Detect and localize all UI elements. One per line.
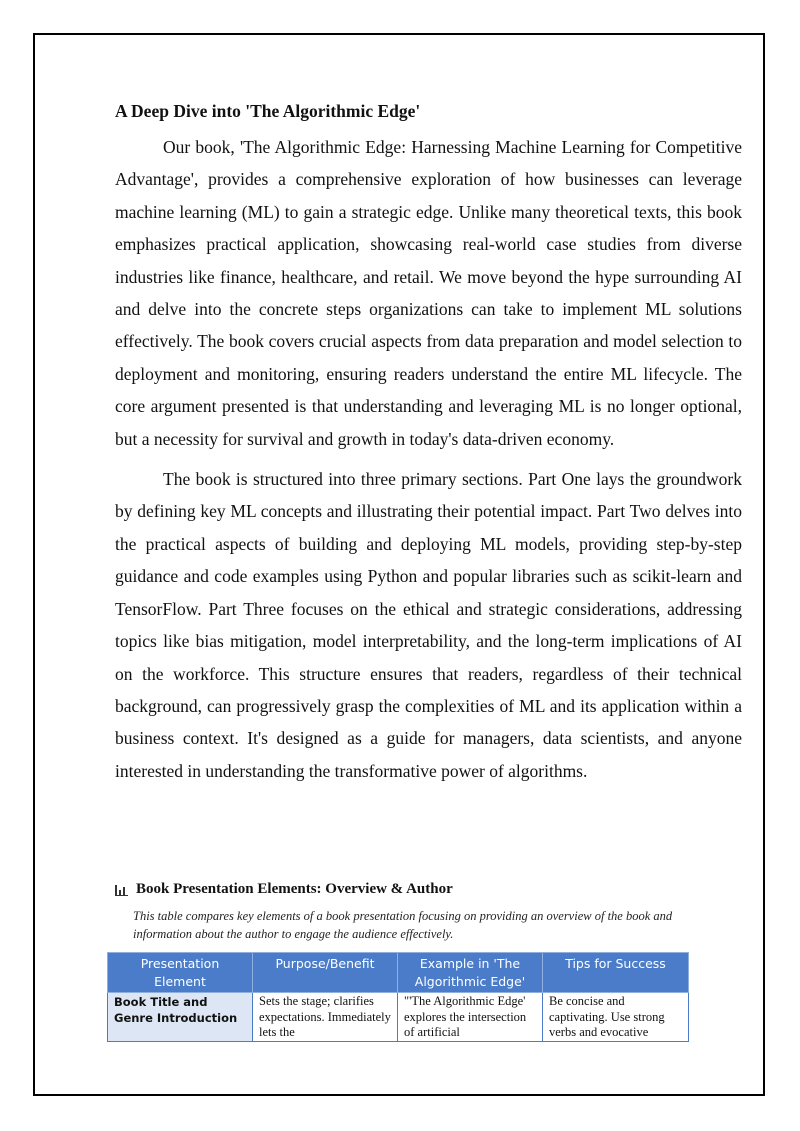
table-title-text: Book Presentation Elements: Overview & Author <box>136 881 453 897</box>
document-body <box>115 99 742 795</box>
column-header: Purpose/Benefit <box>253 953 398 993</box>
presentation-elements-table <box>107 952 689 1042</box>
table-cell <box>543 993 689 1042</box>
table-cell <box>398 993 543 1042</box>
column-header: Tips for Success <box>543 953 689 993</box>
table-row <box>108 993 689 1042</box>
table-header-row <box>108 953 689 993</box>
table-cell <box>108 993 253 1042</box>
paragraph-structure: The book is structured into three primary sections. Part One lays the groundwork by defining key ML concepts and illustrating their potential impact. Part Two delves into the practical aspects of building and deploying ML models, providing step-by-step guidance and code examples using Python and popular libraries such as scikit-learn and TensorFlow. Part Three focuses on the ethical and strategic considerations, addressing topics like bias mitigation, model interpretability, and the long-term implications of AI on the workforce. This structure ensures that readers, regardless of their technical background, can progressively grasp the complexities of ML and its application within a business context. It's designed as a guide for managers, data scientists, and anyone interested in understanding the transformative power of algorithms. <box>115 469 742 781</box>
table-title <box>115 879 453 899</box>
cell-text: Be concise and captivating. Use strong verbs and evocative <box>549 994 665 1039</box>
table-cell <box>253 993 398 1042</box>
section-heading: A Deep Dive into 'The Algorithmic Edge' <box>115 101 421 121</box>
cell-text: Sets the stage; clarifies expectations. Immediately lets the <box>259 994 391 1039</box>
cell-text: "'The Algorithmic Edge' explores the intersection of artificial <box>404 994 527 1039</box>
cell-text: Book Title and Genre Introduction <box>114 995 238 1025</box>
column-header: Example in 'The Algorithmic Edge' <box>398 953 543 993</box>
column-header: Presentation Element <box>108 953 253 993</box>
bar-chart-icon <box>115 883 129 896</box>
table-caption: This table compares key elements of a book presentation focusing on providing an overview of the book and information about the author to engage the audience effectively. <box>133 909 673 941</box>
paragraph-overview: Our book, 'The Algorithmic Edge: Harnessing Machine Learning for Competitive Advantage', provides a comprehensive exploration of how businesses can leverage machine learning (ML) to gain a strategic edge. Unlike many theoretical texts, this book emphasizes practical application, showcasing real-world case studies from diverse industries like finance, healthcare, and retail. We move beyond the hype surrounding AI and delve into the concrete steps organizations can take to implement ML solutions effectively. The book covers crucial aspects from data preparation and model selection to deployment and monitoring, ensuring readers understand the entire ML lifecycle. The core argument presented is that understanding and leveraging ML is no longer optional, but a necessity for survival and growth in today's data-driven economy. <box>115 137 742 449</box>
